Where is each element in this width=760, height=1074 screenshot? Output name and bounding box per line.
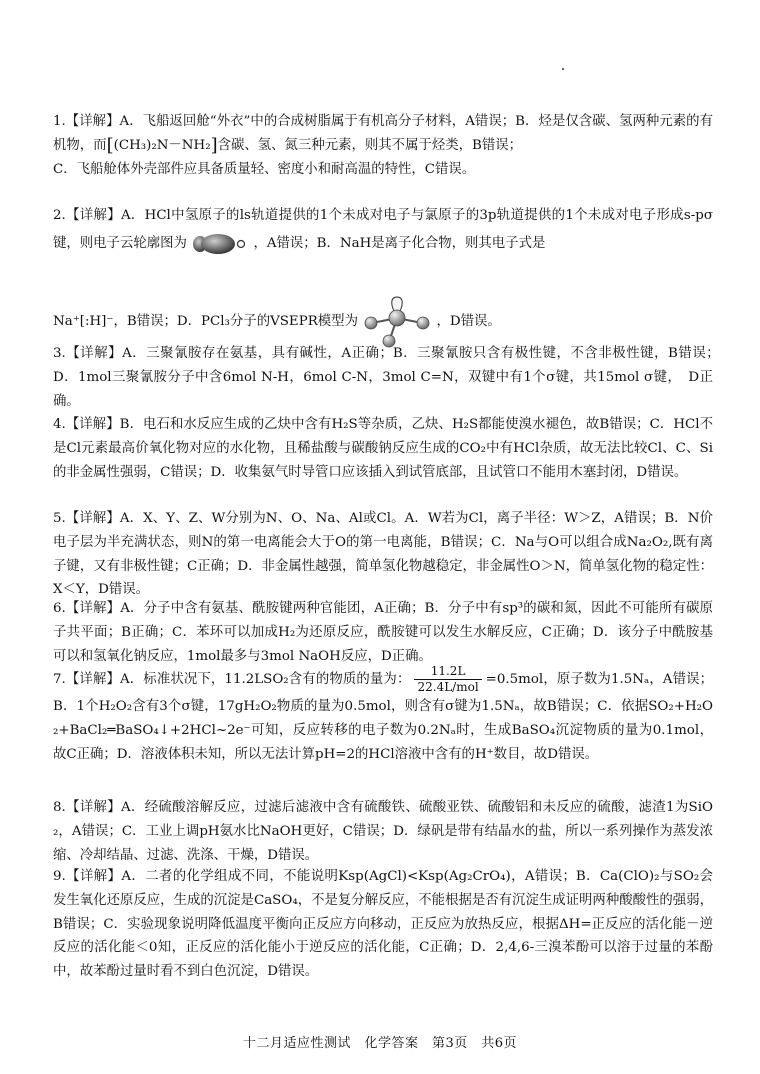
answer-6: 6.【详解】A．分子中含有氨基、酰胺键两种官能团，A正确；B．分子中有sp³的碳和氮，因此不可能所有碳原子共平面；B正确；C．苯环可以加成H₂为还原反应，酰胺键可以发生水解反应，C正确；D．该分子中酰胺基可以和氢氧化钠反应，1mol最多与3mol NaOH反应，D正确。 (53, 601, 713, 664)
answer-7: 7.【详解】A．标准状况下，11.2LSO₂含有的物质的量为： $\frac{11.2L}{\text{22.4L/mol}}$ =0.5mol，原子数为1.5Nₐ，A错误；B．1个H₂O₂含有3个σ键，17gH₂O₂物质的量为0.5mol，则含有σ键为1.5Nₐ，故B错误；C．依据SO₂+H₂O₂+BaCl₂═BaSO₄↓+2HCl~2e⁻可知，反应转移的电子数为0.2Nₐ时，生成BaSO₄沉淀物质的量为0.1mol，故C正确；D．溶液体积未知，所以无法计算pH=2的HCl溶液中含有的H⁺数目，故D错误。 (53, 664, 714, 762)
answer-8: 8.【详解】A．经硫酸溶解反应，过滤后滤液中含有硫酸铁、硫酸亚铁、硫酸铝和未反应的硫酸，滤渣1为SiO₂，A错误；C．工业上调pH氨水比NaOH更好，C错误；D．绿矾是带有结晶水的盐，所以一系列操作为蒸发浓缩、冷却结晶、过滤、洗涤、干燥，D错误。 (53, 800, 713, 863)
moles-fraction: $\frac{11.2L}{\text{22.4L/mol}}$ (414, 664, 481, 695)
page-footer: 十二月适应性测试 化学答案 第3页 共6页 (242, 1036, 518, 1051)
answer-5: 5.【详解】A．X、Y、Z、W分别为N、O、Na、Al或Cl。A．W若为Cl，离子半径：W＞Z，A错误；B．N价电子层为半充满状态，则N的第一电离能会大于O的第一电离能，B错误；C．Na与O可以组合成Na₂O₂,既有离子键，又有非极性键；C正确；D．非金属性越强，简单氢化物越稳定，非金属性O＞N，简单氢化物的稳定性：X＜Y，D错误。 (53, 511, 713, 598)
answer-4: 4.【详解】B．电石和水反应生成的乙炔中含有H₂S等杂质，乙炔、H₂S都能使溴水褪色，故B错误；C．HCl不是Cl元素最高价氧化物对应的水化物，且稀盐酸与碳酸钠反应生成的CO₂中有HCl杂质，故无法比较Cl、C、Si的非金属性强弱，C错误；D．收集氨气时导管口应该插入到试管底部，且试管口不能用木塞封闭，D错误。 (53, 417, 713, 480)
answer-2: 2.【详解】A．HCl中氢原子的ls轨道提供的1个未成对电子与氯原子的3p轨道提供的1个未成对电子形成s-pσ键，则电子云轮廓图为 ，A错误；B．NaH是离子化合物，则其电子式是 Na⁺[:H]⁻，B错误；D．PCl₃分子的VSEPR模型为 ，D错误。 (53, 202, 713, 349)
answer-3: 3.【详解】A．三聚氰胺存在氨基，具有碱性，A正确；B．三聚氰胺只含有极性键，不含非极性键，B错误； D．1mol三聚氰胺分子中含6mol N-H，6mol C-N，3mol C=N，双键中有1个σ键，共15mol σ键， D正确。 (53, 346, 727, 409)
ksp-comparison: Ksp(AgCl)<Ksp(Ag₂CrO₄) (338, 869, 511, 884)
stray-dot (562, 68, 564, 70)
s-p-sigma-orbital-icon (191, 233, 249, 255)
pcl3-vsepr-model-icon (362, 291, 432, 349)
answer-1: 1.【详解】A．飞船返回舱“外衣”中的合成树脂属于有机高分子材料，A错误；B．烃是仅含碳、氢两种元素的有机物，而[(CH₃)₂N－NH₂]含碳、氢、氮三种元素，则其不属于烃类，B错误； C．飞船舱体外壳部件应具备质量轻、密度小和耐高温的特性，C错误。 (53, 114, 713, 177)
dimethylhydrazine-formula: (CH₃)₂N－NH₂ (113, 137, 211, 153)
answer-9: 9.【详解】A．二者的化学组成不同，不能说明Ksp(AgCl)<Ksp(Ag₂CrO₄)，A错误；B．Ca(ClO)₂与SO₂会发生氧化还原反应，生成的沉淀是CaSO₄，不是复分解反应，不能根据是否有沉淀生成证明两种酸酸性的强弱，B错误；C．实验现象说明降低温度平衡向正反应方向移动，正反应为放热反应，根据ΔH=正反应的活化能－逆反应的活化能＜0知，正反应的活化能小于逆反应的活化能，C正确；D．2,4,6-三溴苯酚可以溶于过量的苯酚中，故苯酚过量时看不到白色沉淀，D错误。 (53, 869, 713, 980)
